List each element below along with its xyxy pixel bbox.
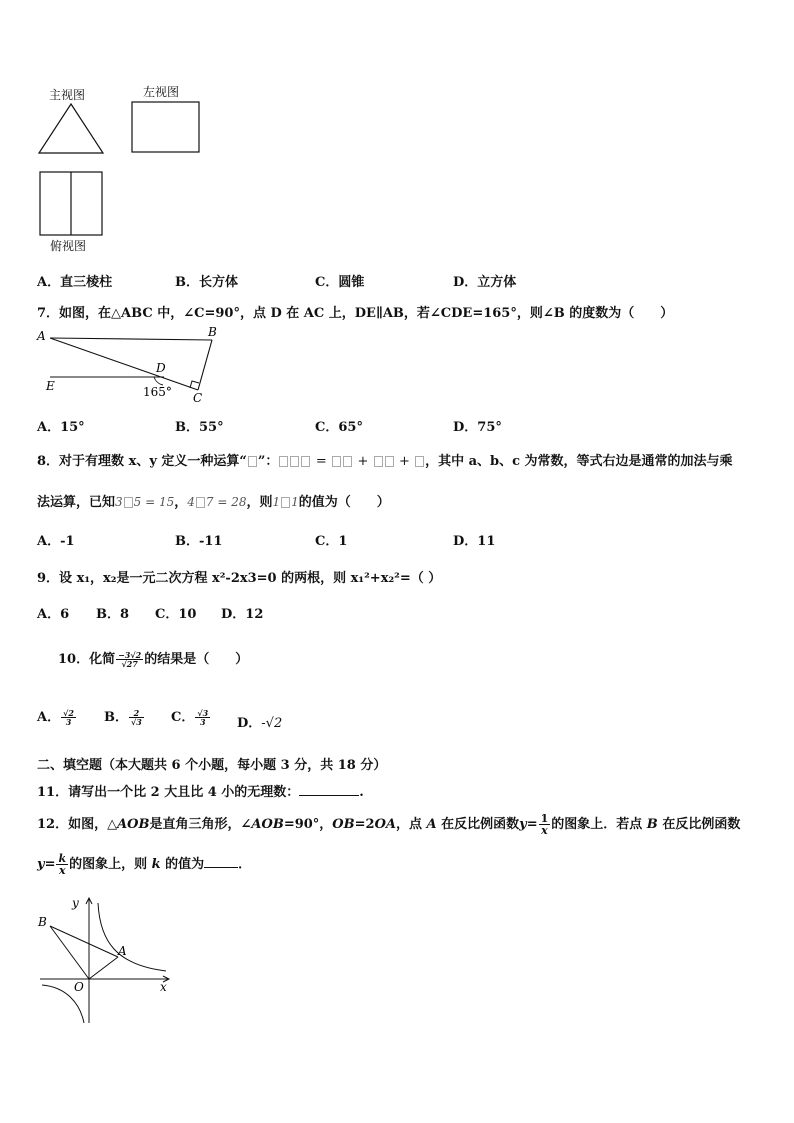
q12-text-f: 在反比例函数: [436, 817, 520, 832]
q7-option-c[interactable]: C．65°: [315, 420, 363, 435]
q12-frac-2-num: k: [58, 852, 67, 865]
q12-point-a: A: [426, 817, 437, 832]
top-view-rectangle: [38, 170, 105, 238]
q10-option-b-label: B．: [104, 710, 128, 725]
q10-option-d-label: D．: [237, 716, 262, 731]
top-view-label: 俯视图: [50, 239, 87, 253]
q8-ex3-left: 1: [272, 495, 281, 509]
q12-fig-label-o: O: [74, 980, 84, 994]
placeholder-box-icon: [385, 456, 394, 467]
q8-options: [37, 530, 737, 548]
q8-line2-text-a: 法运算，已知: [37, 495, 116, 510]
q8-ex2-right: 7 = 28: [205, 495, 247, 509]
q8-separator: ，: [174, 495, 188, 510]
q9-option-d[interactable]: D．12: [221, 607, 264, 622]
q12-frac-1: [539, 813, 551, 836]
q8-example-1: [115, 495, 174, 509]
q9-option-c[interactable]: C．10: [155, 607, 197, 622]
q8-stem-text-f: ，其中 a、b、c 为常数，等式右边是通常的加法与乘: [425, 454, 733, 469]
q8-line2-text-b: ，则: [246, 495, 273, 510]
q12-text-e: ，点: [395, 817, 427, 832]
placeholder-box-icon: [374, 456, 383, 467]
q10-options: [37, 706, 337, 736]
q12-text-a: 12．如图，△: [37, 817, 118, 832]
q12-aob: AOB: [117, 817, 150, 832]
q9-option-a[interactable]: A．6: [37, 607, 70, 622]
q10-fraction: [116, 651, 143, 668]
q12-text-j: 的值为: [160, 857, 205, 872]
q7-option-a[interactable]: A．15°: [37, 420, 85, 435]
q7-fig-label-d: D: [156, 361, 166, 375]
q10-fraction-denominator: √27: [121, 659, 138, 669]
q12-text-d: =2: [354, 817, 375, 832]
q12-frac-2-den: x: [59, 864, 66, 877]
q12-eq1: =: [526, 817, 538, 832]
q10-stem: [58, 648, 248, 668]
q10-option-b-numerator: 2: [129, 709, 144, 718]
q8-stem-text-b: ”：: [257, 454, 279, 469]
q10-option-c-denominator: 3: [199, 717, 206, 727]
q12-answer-blank[interactable]: [204, 867, 238, 868]
q8-ex1-right: 5 = 15: [133, 495, 175, 509]
placeholder-box-icon: [301, 456, 310, 467]
q12-fig-label-x: x: [160, 980, 167, 994]
q10-option-c-numerator: √3: [197, 708, 209, 718]
q8-option-d[interactable]: D．11: [453, 534, 496, 549]
q8-stem-line1: [37, 450, 733, 469]
q10-option-a-denominator: 3: [65, 717, 72, 727]
q10-option-c-label: C．: [171, 710, 195, 725]
q12-fig-label-b: B: [38, 915, 47, 929]
q6-options: [37, 271, 737, 289]
q10-option-b[interactable]: [104, 706, 145, 726]
q8-stem-text-a: 8．对于有理数 x、y 定义一种运算“: [37, 454, 247, 469]
op-box-icon: [281, 497, 290, 508]
q12-stem-line2: [37, 852, 251, 878]
q10-option-b-fraction: [129, 709, 144, 726]
q12-fig-label-a: A: [118, 944, 127, 958]
q12-oa: OA: [374, 817, 396, 832]
q10-option-a[interactable]: [37, 706, 77, 726]
q7-fig-label-e: E: [46, 379, 55, 393]
q12-k: k: [151, 857, 161, 872]
q8-stem-text-e: +: [399, 454, 415, 469]
section-title: 二、填空题（本大题共 6 个小题，每小题 3 分，共 18 分）: [37, 758, 387, 773]
q7-fig-label-c: C: [193, 391, 203, 404]
q8-example-2: [187, 495, 246, 509]
q8-stem-text-c: =: [315, 454, 331, 469]
q12-frac-1-den: x: [541, 824, 548, 837]
q7-option-b[interactable]: B．55°: [175, 420, 224, 435]
q10-option-a-fraction: [61, 709, 76, 726]
placeholder-box-icon: [343, 456, 352, 467]
q11-stem: [37, 781, 364, 800]
q10-stem-text-b: 的结果是（ ）: [144, 652, 249, 667]
q6-option-c[interactable]: C．圆锥: [315, 275, 365, 290]
q12-y2: y: [37, 857, 45, 872]
q8-option-c[interactable]: C．1: [315, 534, 348, 549]
q12-stem-line1: [37, 812, 740, 838]
q11-stem-text: 11．请写出一个比 2 大且比 4 小的无理数：: [37, 785, 300, 800]
q12-text-g: 的图象上．若点: [551, 817, 647, 832]
q10-option-d[interactable]: [237, 712, 282, 731]
q8-ex3-right: 1: [291, 495, 299, 509]
q8-stem-line2: [37, 491, 390, 510]
q8-example-3: [273, 495, 299, 509]
q8-ex2-left: 4: [187, 495, 195, 509]
q9-stem: 9．设 x₁，x₂是一元二次方程 x²-2x3=0 的两根，则 x₁²+x₂²=（ ）: [37, 571, 442, 586]
q10-stem-text-a: 10．化简: [58, 652, 116, 667]
q7-stem: 7．如图，在△ABC 中，∠C=90°，点 D 在 AC 上，DE∥AB，若∠CDE=165°，则∠B 的度数为（ ）: [37, 306, 674, 321]
q12-text-i: 的图象上，则: [69, 857, 152, 872]
q7-fig-label-b: B: [208, 325, 217, 339]
left-view-label: 左视图: [143, 85, 180, 99]
q12-text-c: =90°，: [283, 817, 333, 832]
q6-option-d[interactable]: D．立方体: [453, 275, 517, 290]
q10-option-c[interactable]: [171, 706, 211, 726]
q11-answer-blank[interactable]: [299, 795, 359, 796]
q12-figure: [36, 893, 176, 1028]
placeholder-box-icon: [415, 456, 424, 467]
front-view-label: 主视图: [49, 88, 86, 102]
q12-frac-1-num: 1: [540, 812, 549, 825]
q10-option-a-label: A．: [37, 710, 61, 725]
q6-option-a[interactable]: A．直三棱柱: [37, 275, 113, 290]
op-box-icon: [196, 497, 205, 508]
q12-point-b: B: [646, 817, 658, 832]
placeholder-box-icon: [279, 456, 288, 467]
front-view-triangle: [36, 102, 106, 156]
q10-fraction-numerator: −3√2: [118, 650, 142, 660]
q7-options: [37, 416, 737, 434]
q7-fig-label-a: A: [37, 329, 46, 343]
q8-option-a[interactable]: A．-1: [37, 534, 75, 549]
q8-option-b[interactable]: B．-11: [175, 534, 223, 549]
q8-line2-text-c: 的值为（ ）: [298, 495, 390, 510]
q10-option-a-numerator: √2: [63, 708, 74, 718]
q9-options: [37, 603, 337, 621]
placeholder-box-icon: [332, 456, 341, 467]
q12-text-end: ．: [238, 857, 252, 872]
op-box-icon: [124, 497, 133, 508]
q12-text-h: 在反比例函数: [657, 817, 741, 832]
q6-option-b[interactable]: B．长方体: [175, 275, 238, 290]
q12-ob: OB: [332, 817, 355, 832]
q12-y1: y: [519, 817, 527, 832]
q8-ex1-left: 3: [115, 495, 123, 509]
q10-option-b-denominator: √3: [131, 717, 142, 727]
q12-frac-2: [56, 853, 68, 876]
q8-stem-text-d: +: [357, 454, 373, 469]
q7-option-d[interactable]: D．75°: [453, 420, 502, 435]
q11-stem-end: .: [359, 785, 364, 800]
op-box-icon: [248, 456, 257, 467]
q7-fig-angle-label: 165°: [143, 385, 172, 399]
q12-text-b: 是直角三角形，∠: [149, 817, 252, 832]
q12-aob-angle: AOB: [251, 817, 284, 832]
q10-option-d-value: -√2: [261, 716, 283, 731]
q12-eq2: =: [44, 857, 56, 872]
q10-option-c-fraction: [195, 709, 210, 726]
q7-figure: [36, 322, 226, 404]
left-view-rectangle: [130, 100, 202, 154]
placeholder-box-icon: [290, 456, 299, 467]
q9-option-b[interactable]: B．8: [96, 607, 130, 622]
q12-fig-label-y: y: [72, 896, 79, 910]
